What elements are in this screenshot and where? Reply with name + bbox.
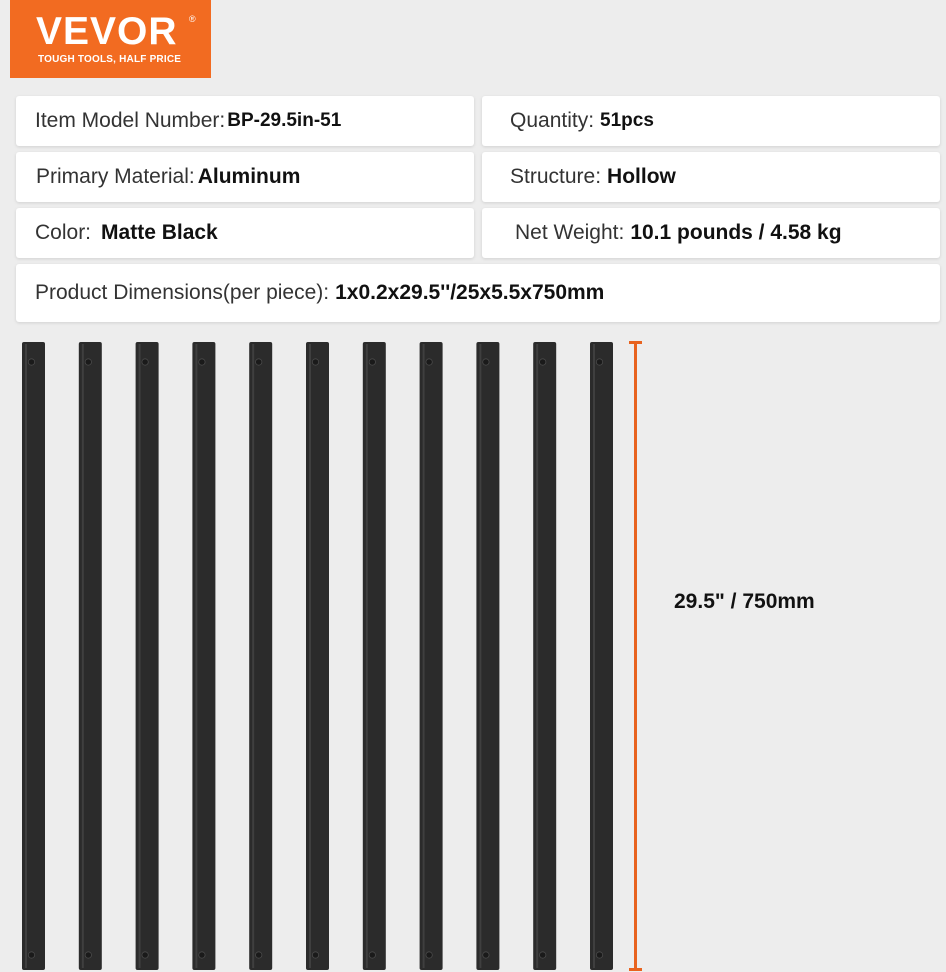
spec-label: Structure: <box>510 165 602 188</box>
baluster-rods-image <box>0 330 620 972</box>
rod-hole <box>312 359 318 365</box>
rod-hole <box>28 952 34 958</box>
logo-wordmark: VEVOR <box>36 10 178 53</box>
spec-label: Primary Material: <box>36 165 195 188</box>
baluster-rod <box>476 342 499 970</box>
baluster-rod <box>22 342 45 970</box>
dimension-line-top-cap <box>629 341 642 344</box>
dimension-line-bottom-cap <box>629 968 642 971</box>
spec-label: Item Model Number: <box>35 109 226 132</box>
spec-structure <box>482 152 940 202</box>
spec-label: Quantity: <box>510 109 595 132</box>
rod-hole <box>199 359 205 365</box>
spec-value: BP-29.5in-51 <box>227 110 342 131</box>
baluster-rod <box>306 342 329 970</box>
rod-hole <box>369 952 375 958</box>
rod-hole <box>369 359 375 365</box>
spec-label: Net Weight: <box>515 221 625 244</box>
baluster-rod <box>590 342 613 970</box>
spec-value: 51pcs <box>600 110 654 131</box>
spec-value: Hollow <box>607 165 676 188</box>
logo-tagline: TOUGH TOOLS, HALF PRICE <box>38 54 182 65</box>
baluster-rod <box>249 342 272 970</box>
rod-hole <box>199 952 205 958</box>
rod-hole <box>540 952 546 958</box>
spec-quantity <box>482 96 940 146</box>
baluster-rod <box>420 342 443 970</box>
spec-value: 10.1 pounds / 4.58 kg <box>630 221 842 244</box>
rod-hole <box>142 952 148 958</box>
rod-hole <box>596 359 602 365</box>
baluster-rod <box>533 342 556 970</box>
baluster-rod <box>79 342 102 970</box>
spec-value: 1x0.2x29.5''/25x5.5x750mm <box>335 281 605 304</box>
registered-mark: ® <box>189 14 196 24</box>
spec-label: Color: <box>35 221 92 244</box>
rod-hole <box>256 952 262 958</box>
rod-hole <box>85 952 91 958</box>
spec-label: Product Dimensions(per piece): <box>35 281 330 304</box>
dimension-line <box>634 342 637 970</box>
spec-primary-material <box>16 152 474 202</box>
rod-hole <box>426 952 432 958</box>
rod-hole <box>426 359 432 365</box>
baluster-rod <box>363 342 386 970</box>
rod-hole <box>142 359 148 365</box>
dimension-label: 29.5" / 750mm <box>674 590 815 613</box>
rod-hole <box>85 359 91 365</box>
rod-hole <box>540 359 546 365</box>
spec-net-weight <box>482 208 940 258</box>
spec-product-dimensions <box>16 264 940 322</box>
spec-model-number <box>16 96 474 146</box>
baluster-rod <box>136 342 159 970</box>
rod-hole <box>483 952 489 958</box>
rod-hole <box>483 359 489 365</box>
spec-value: Aluminum <box>197 165 301 188</box>
spec-color <box>16 208 474 258</box>
rod-hole <box>596 952 602 958</box>
vevor-logo <box>10 0 211 78</box>
rod-hole <box>28 359 34 365</box>
rod-hole <box>312 952 318 958</box>
spec-value: Matte Black <box>101 221 218 244</box>
rod-hole <box>256 359 262 365</box>
baluster-rod <box>192 342 215 970</box>
